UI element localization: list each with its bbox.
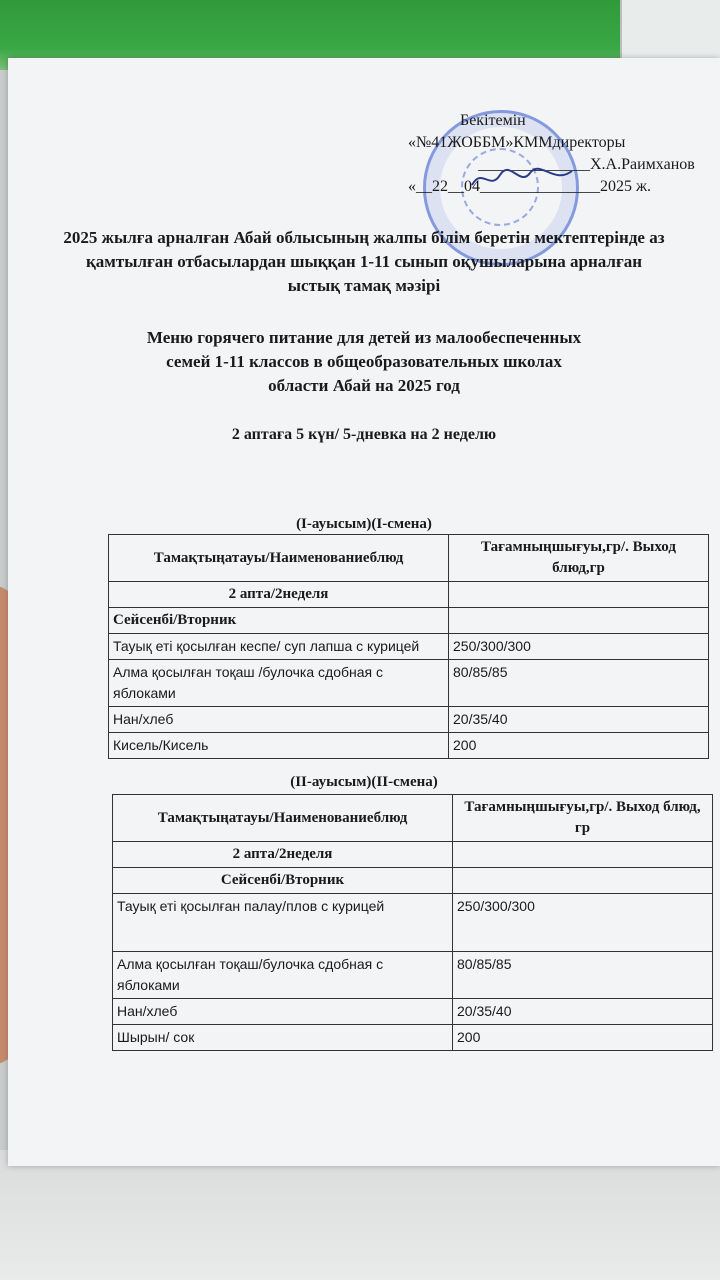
- dish-output: 80/85/85: [449, 660, 709, 707]
- title-russian-line-1: Меню горячего питание для детей из малообеспеченных: [146, 328, 582, 347]
- shift-1-title: (І-ауысым)(І-смена): [296, 516, 432, 532]
- menu-document: [8, 58, 720, 1166]
- dish-name: Шырын/ сок: [113, 1025, 453, 1051]
- title-russian: [8, 326, 720, 398]
- dish-output: 20/35/40: [449, 707, 709, 733]
- table-header-row: [113, 795, 713, 842]
- table-row: [109, 634, 709, 660]
- shift-2-menu-table: [112, 794, 713, 1051]
- header-dish-output: Тағамныңшығуы,гр/. Выход блюд,гр: [449, 535, 709, 582]
- dish-name: Тауық еті қосылған кеспе/ суп лапша с курицей: [109, 634, 449, 660]
- shift-2-title: (ІІ-ауысым)(ІІ-смена): [290, 774, 438, 790]
- week-row: [113, 842, 713, 868]
- table-row: [113, 1025, 713, 1051]
- dish-output: 250/300/300: [449, 634, 709, 660]
- dish-output: 80/85/85: [453, 952, 713, 999]
- dish-name: Нан/хлеб: [113, 999, 453, 1025]
- dish-name: Кисель/Кисель: [109, 733, 449, 759]
- title-kazakh-line-1: 2025 жылға арналған Абай облысының жалпы білім беретін мектептерінде аз: [63, 228, 665, 247]
- day-row: [109, 608, 709, 634]
- dish-name: Нан/хлеб: [109, 707, 449, 733]
- background-surface: [0, 1150, 720, 1280]
- empty-cell: [453, 868, 713, 894]
- table-row: [113, 894, 713, 952]
- approval-date: «__22__04_______________2025 ж.: [408, 178, 652, 195]
- week-label: 2 апта/2неделя: [113, 842, 453, 868]
- header-dish-output: Тағамныңшығуы,гр/. Выход блюд, гр: [453, 795, 713, 842]
- dish-output: 250/300/300: [453, 894, 713, 952]
- dish-output: 200: [449, 733, 709, 759]
- director-signature: [468, 163, 578, 193]
- week-label: 2 апта/2неделя: [109, 582, 449, 608]
- table-row: [113, 952, 713, 999]
- header-dish-name: Тамақтыңатауы/Наименованиеблюд: [109, 535, 449, 582]
- title-kazakh: [8, 226, 720, 298]
- table-row: [113, 999, 713, 1025]
- dish-name: Тауық еті қосылған палау/плов с курицей: [113, 894, 453, 952]
- table-row: [109, 733, 709, 759]
- title-russian-line-3: области Абай на 2025 год: [268, 376, 460, 395]
- week-schedule-line: 2 аптаға 5 күн/ 5-дневка на 2 неделю: [231, 426, 497, 443]
- dish-name: Алма қосылған тоқаш /булочка сдобная с яблоками: [109, 660, 449, 707]
- table-row: [109, 660, 709, 707]
- dish-output: 20/35/40: [453, 999, 713, 1025]
- approval-director-name: ______________Х.А.Раимханов: [478, 156, 695, 173]
- empty-cell: [449, 608, 709, 634]
- approval-title: Бекітемін: [460, 112, 526, 129]
- dish-name: Алма қосылған тоқаш/булочка сдобная с яблоками: [113, 952, 453, 999]
- day-row: [113, 868, 713, 894]
- title-russian-line-2: семей 1-11 классов в общеобразовательных школах: [166, 352, 562, 371]
- table-header-row: [109, 535, 709, 582]
- empty-cell: [449, 582, 709, 608]
- day-label: Сейсенбі/Вторник: [113, 868, 453, 894]
- dish-output: 200: [453, 1025, 713, 1051]
- header-dish-name: Тамақтыңатауы/Наименованиеблюд: [113, 795, 453, 842]
- shift-1-menu-table: [108, 534, 709, 759]
- day-label: Сейсенбі/Вторник: [109, 608, 449, 634]
- week-row: [109, 582, 709, 608]
- approval-organization: «№41ЖОББМ»КММдиректоры: [408, 134, 626, 151]
- table-row: [109, 707, 709, 733]
- empty-cell: [453, 842, 713, 868]
- title-kazakh-line-3: ыстық тамақ мәзірі: [287, 276, 441, 295]
- title-kazakh-line-2: қамтылған отбасылардан шыққан 1-11 сынып оқушыларына арналған: [85, 252, 642, 271]
- background-notice-panel: [620, 0, 720, 60]
